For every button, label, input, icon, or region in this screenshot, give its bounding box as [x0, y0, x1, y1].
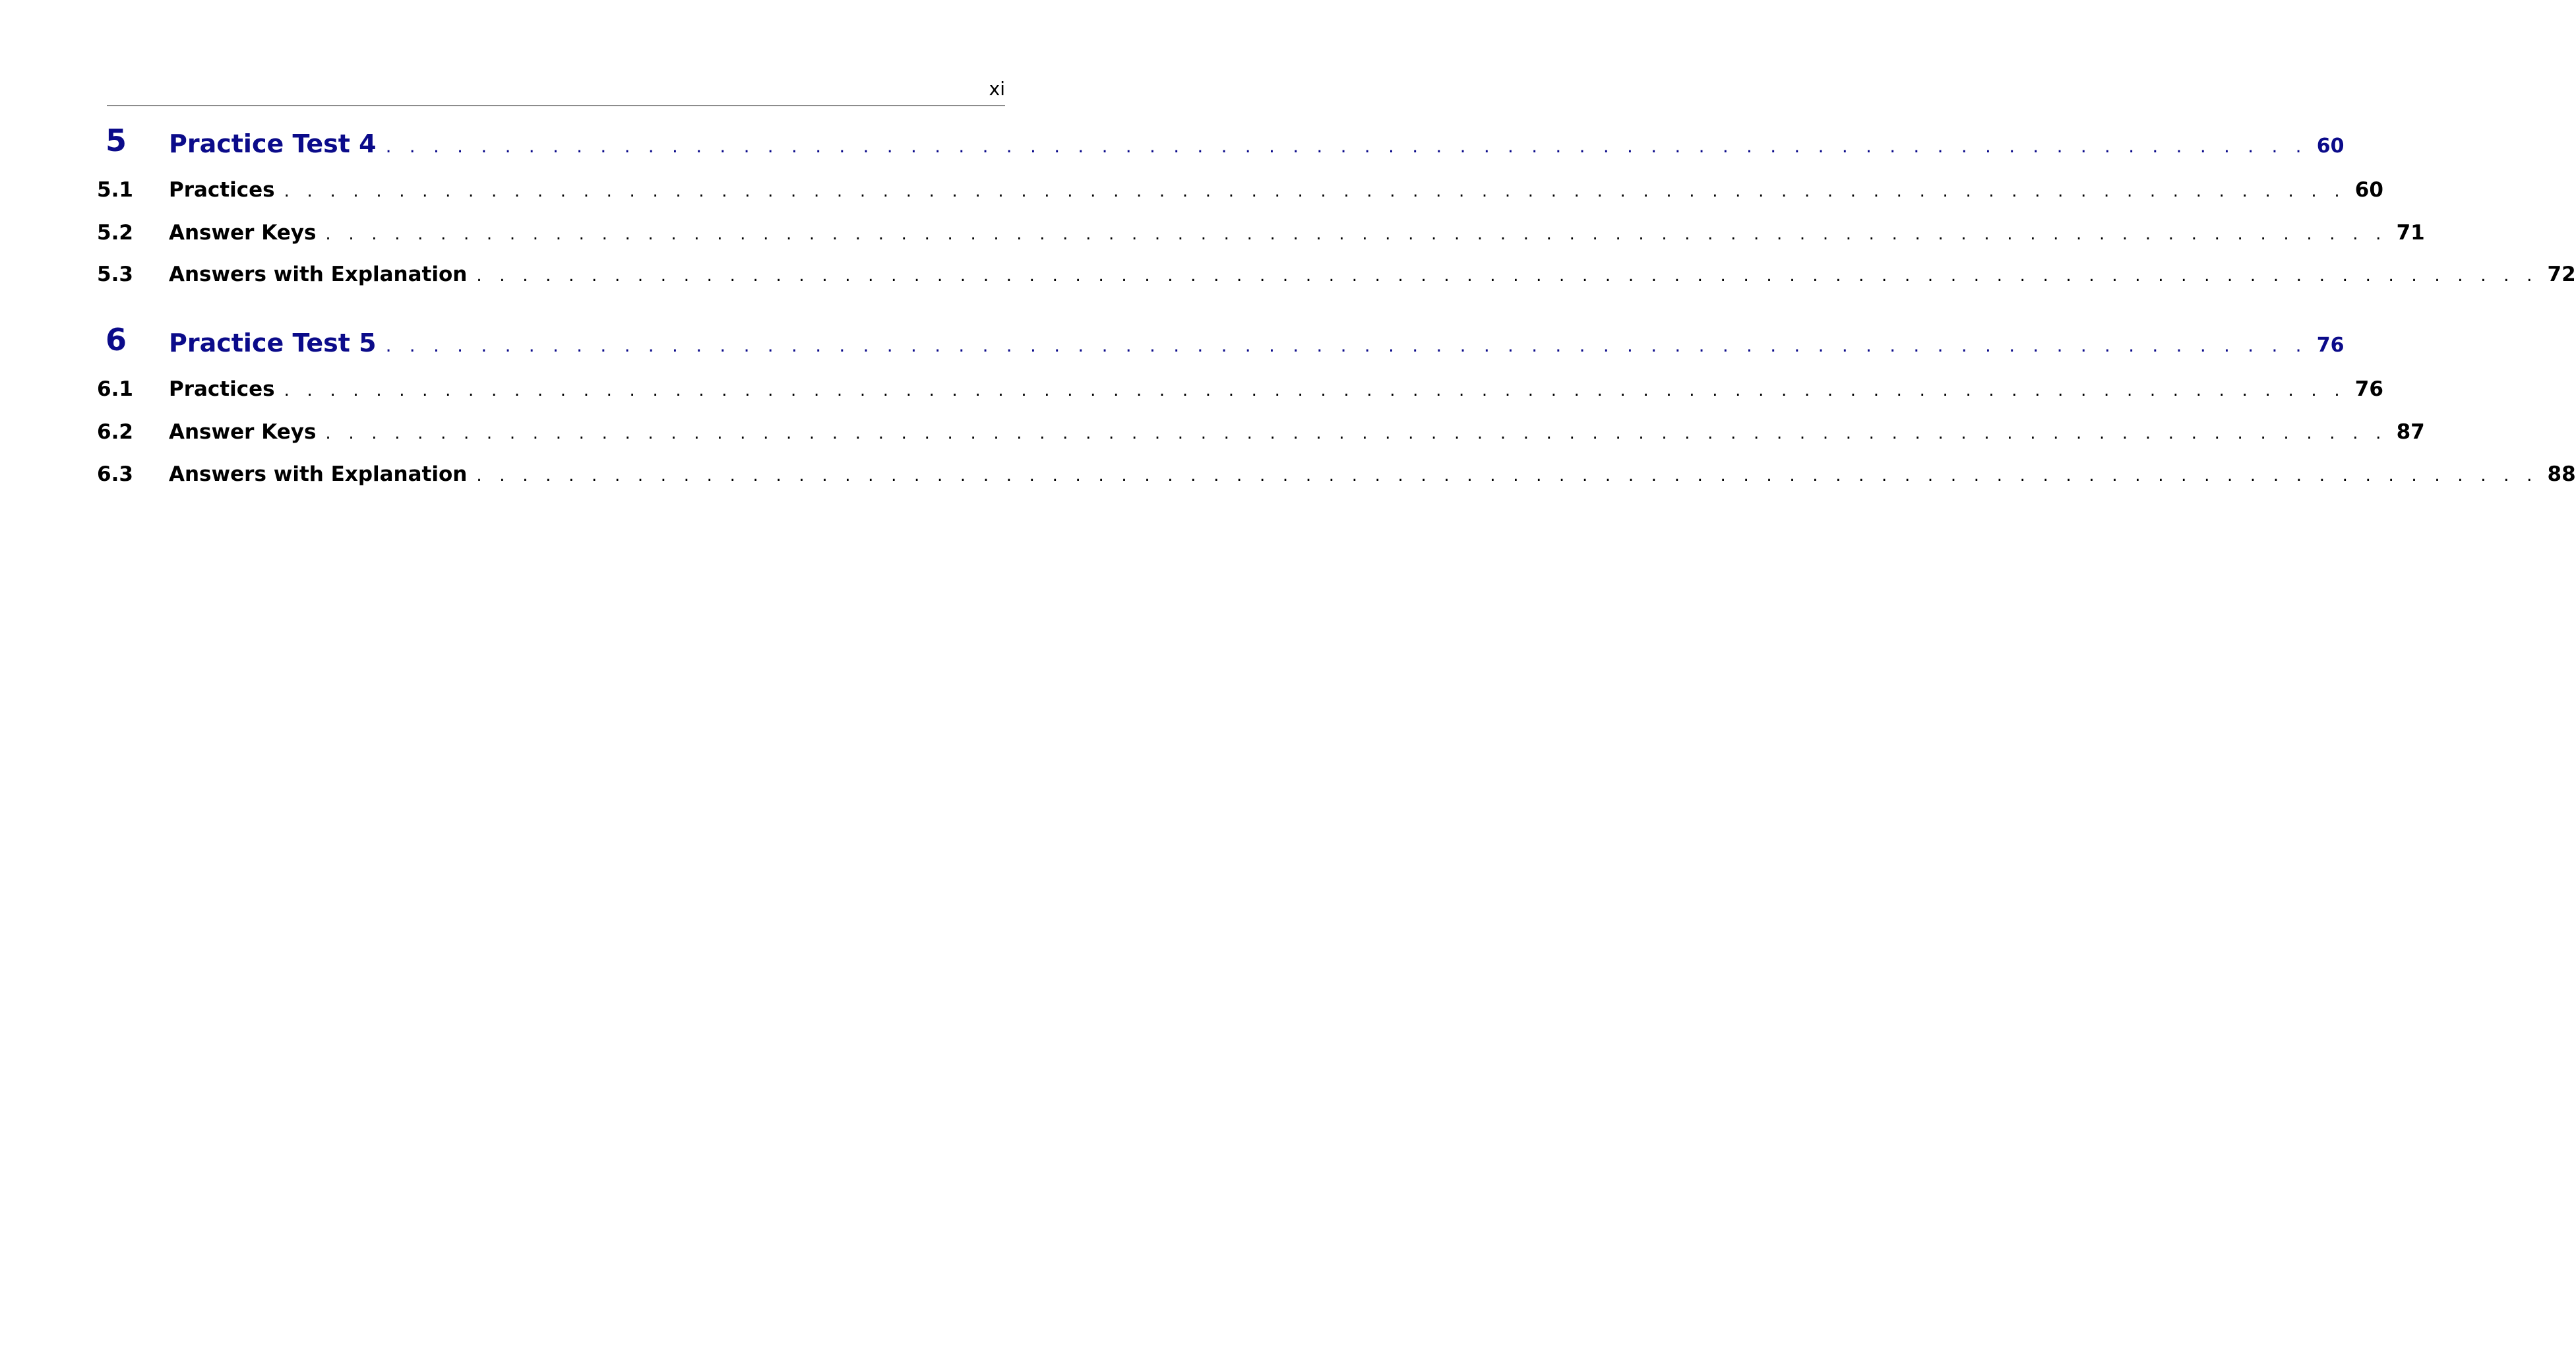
- toc-section-5-1[interactable]: [0, 175, 2383, 202]
- section-page-number[interactable]: 88: [2547, 462, 2576, 486]
- section-number: 6.1: [97, 377, 133, 401]
- dot-leader: . . . . . . . . . . . . . . . . . . . . . . . . . . . . . . . . . . . . . . . . . . . . . . . . . . . . . . . . . . . . . . . . . . . . . . . . . . . . . . . . . . . . . . . . . .: [325, 423, 2387, 443]
- chapter-page-number[interactable]: 60: [2316, 135, 2345, 158]
- toc-section-5-3[interactable]: [0, 260, 2576, 286]
- dot-leader: . . . . . . . . . . . . . . . . . . . . . . . . . . . . . . . . . . . . . . . . . . . . . . . . . . . . . . . . . . . . . . . . . . . . . . . . . . . . . . . . . . . . . . . . . .: [325, 224, 2387, 244]
- toc-section-6-1[interactable]: [0, 375, 2383, 401]
- chapter-number: 6: [106, 322, 127, 357]
- toc-section-6-3[interactable]: [0, 460, 2576, 486]
- toc-section-5-2[interactable]: [0, 218, 2425, 245]
- section-number: 6.3: [97, 462, 133, 486]
- chapter-title[interactable]: Practice Test 4: [169, 129, 377, 158]
- section-title[interactable]: Answers with Explanation: [169, 462, 468, 486]
- chapter-number: 5: [106, 123, 127, 158]
- dot-leader: . . . . . . . . . . . . . . . . . . . . . . . . . . . . . . . . . . . . . . . . . . . . . . . . . . . . . . . . . . . . . . . . . . . . . . . . . . . . . . . . . . . . . . . . . .: [284, 181, 2346, 201]
- section-title[interactable]: Answers with Explanation: [169, 263, 468, 286]
- dot-leader: . . . . . . . . . . . . . . . . . . . . . . . . . . . . . . . . . . . . . . . . . . . . . . . . . . . . . . . . . . . . . . . . . . . . . . . . . . . . . . . . .: [385, 334, 2308, 356]
- section-title[interactable]: Answer Keys: [169, 420, 317, 444]
- dot-leader: . . . . . . . . . . . . . . . . . . . . . . . . . . . . . . . . . . . . . . . . . . . . . . . . . . . . . . . . . . . . . . . . . . . . . . . . . . . . . . . . . . . . . . . . . .: [476, 466, 2538, 485]
- toc-chapter-6[interactable]: [0, 322, 2345, 357]
- dot-leader: . . . . . . . . . . . . . . . . . . . . . . . . . . . . . . . . . . . . . . . . . . . . . . . . . . . . . . . . . . . . . . . . . . . . . . . . . . . . . . . . .: [385, 135, 2308, 157]
- toc-chapter-5[interactable]: [0, 123, 2345, 158]
- section-page-number[interactable]: 76: [2354, 377, 2383, 401]
- section-number: 5.3: [97, 263, 133, 286]
- section-title[interactable]: Answer Keys: [169, 221, 317, 245]
- section-page-number[interactable]: 60: [2354, 178, 2383, 202]
- section-page-number[interactable]: 71: [2396, 221, 2425, 245]
- section-number: 5.2: [97, 221, 133, 245]
- chapter-title[interactable]: Practice Test 5: [169, 328, 377, 357]
- section-page-number[interactable]: 87: [2396, 420, 2425, 444]
- section-title[interactable]: Practices: [169, 178, 275, 202]
- section-number: 6.2: [97, 420, 133, 444]
- section-title[interactable]: Practices: [169, 377, 275, 401]
- section-page-number[interactable]: 72: [2547, 263, 2576, 286]
- section-number: 5.1: [97, 178, 133, 202]
- dot-leader: . . . . . . . . . . . . . . . . . . . . . . . . . . . . . . . . . . . . . . . . . . . . . . . . . . . . . . . . . . . . . . . . . . . . . . . . . . . . . . . . . . . . . . . . . .: [284, 381, 2346, 400]
- dot-leader: . . . . . . . . . . . . . . . . . . . . . . . . . . . . . . . . . . . . . . . . . . . . . . . . . . . . . . . . . . . . . . . . . . . . . . . . . . . . . . . . . . . . . . . . . .: [476, 266, 2538, 286]
- page-number: xi: [989, 78, 1005, 100]
- chapter-page-number[interactable]: 76: [2316, 334, 2345, 357]
- toc-section-6-2[interactable]: [0, 418, 2425, 444]
